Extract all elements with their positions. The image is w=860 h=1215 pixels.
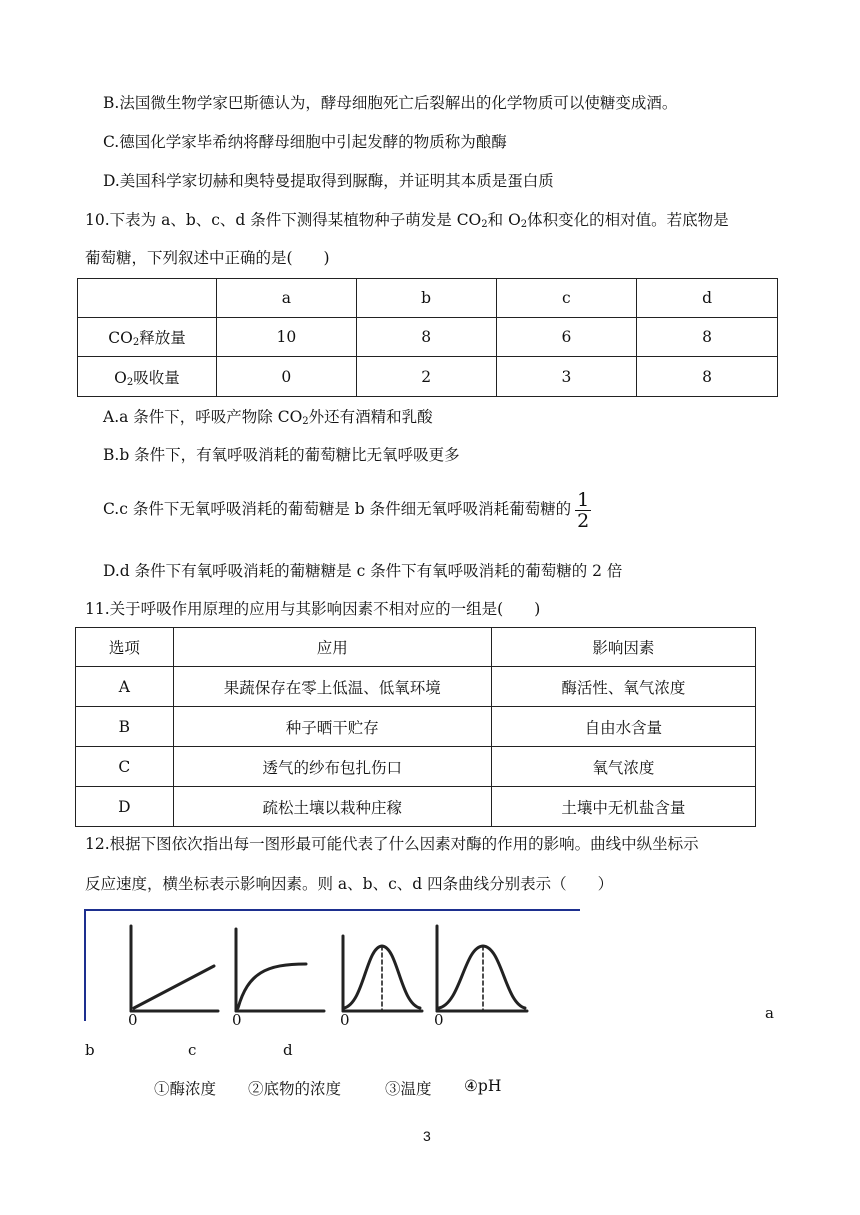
table-row <box>76 707 756 747</box>
table-header-cell <box>78 279 217 318</box>
q12-stem-line-1: 12.根据下图依次指出每一图形最可能代表了什么因素对酶的作用的影响。曲线中纵坐标示 <box>85 835 699 853</box>
q10-option-d: D.d 条件下有氧呼吸消耗的葡糖糖是 c 条件下有氧呼吸消耗的葡萄糖的 2 倍 <box>103 562 623 580</box>
graph-c-bell-curve <box>343 936 422 1011</box>
table-row <box>76 747 756 787</box>
table-cell: 种子晒干贮存 <box>173 707 491 747</box>
graph-label-a: a <box>765 1004 774 1022</box>
table-row <box>78 318 778 357</box>
table-cell: A <box>76 667 174 707</box>
table-cell: 8 <box>637 357 778 397</box>
row-label-co2-release: $CO_2$释放量 <box>78 318 217 357</box>
graph-label-b: b <box>85 1041 95 1059</box>
q10-stem-line-2: 葡萄糖，下列叙述中正确的是( ) <box>85 249 330 267</box>
q10-option-b: B.b 条件下，有氧呼吸消耗的葡萄糖比无氧呼吸更多 <box>103 446 460 464</box>
table-header-cell: b <box>356 279 496 318</box>
fraction-one-half: $\frac{1}{2}$ <box>577 488 590 532</box>
q9-option-b: B.法国微生物学家巴斯德认为，酵母细胞死亡后裂解出的化学物质可以使糖变成酒。 <box>103 94 678 112</box>
origin-zero-a: 0 <box>128 1011 138 1029</box>
table-cell: 自由水含量 <box>491 707 755 747</box>
table-cell: 酶活性、氧气浓度 <box>491 667 755 707</box>
table-header-cell: c <box>496 279 637 318</box>
origin-zero-labels <box>84 1011 578 1029</box>
table-cell: 10 <box>216 318 356 357</box>
table-cell: D <box>76 787 174 827</box>
table-header-cell: 选项 <box>76 628 174 667</box>
q10-table <box>77 278 778 397</box>
table-cell: 8 <box>356 318 496 357</box>
choice-ph: ④pH <box>464 1077 502 1095</box>
q9-option-c: C.德国化学家毕希纳将酵母细胞中引起发酵的物质称为酿酶 <box>103 133 507 151</box>
table-row <box>76 667 756 707</box>
q11-stem: 11.关于呼吸作用原理的应用与其影响因素不相对应的一组是( ) <box>85 600 541 618</box>
table-cell: C <box>76 747 174 787</box>
table-row <box>78 357 778 397</box>
table-header-cell: 应用 <box>173 628 491 667</box>
graph-a-linear <box>131 926 218 1011</box>
choice-enzyme-concentration: ①酶浓度 <box>154 1080 217 1098</box>
table-header-cell: d <box>637 279 778 318</box>
q11-table <box>75 627 756 827</box>
table-row <box>76 787 756 827</box>
table-cell: 果蔬保存在零上低温、低氧环境 <box>173 667 491 707</box>
table-cell: 3 <box>496 357 637 397</box>
graph-d-bell-curve <box>437 926 527 1011</box>
table-header-cell: 影响因素 <box>491 628 755 667</box>
origin-zero-d: 0 <box>434 1011 444 1029</box>
table-cell: B <box>76 707 174 747</box>
table-cell: 土壤中无机盐含量 <box>491 787 755 827</box>
q12-curves-figure <box>86 911 578 1023</box>
page-number: 3 <box>423 1128 431 1144</box>
table-header-row <box>76 628 756 667</box>
choice-temperature: ③温度 <box>385 1080 432 1098</box>
graph-label-d: d <box>283 1041 293 1059</box>
q10-option-a: A.a 条件下，呼吸产物除 $CO_2$外还有酒精和乳酸 <box>103 408 433 427</box>
table-header-cell: a <box>216 279 356 318</box>
table-cell: 氧气浓度 <box>491 747 755 787</box>
q12-stem-line-2: 反应速度，横坐标表示影响因素。则 a、b、c、d 四条曲线分别表示（ ） <box>85 875 614 893</box>
q10-stem-line-1: 10.下表为 a、b、c、d 条件下测得某植物种子萌发是 $CO_2$和 $O_2$体积变化的相对值。若底物是 <box>85 211 729 230</box>
table-cell: 2 <box>356 357 496 397</box>
choice-substrate-concentration: ②底物的浓度 <box>248 1080 342 1098</box>
origin-zero-b: 0 <box>232 1011 242 1029</box>
q10-option-c: C.c 条件下无氧呼吸消耗的葡萄糖是 b 条件细无氧呼吸消耗葡萄糖的 $\frac{1}{2}$ <box>103 488 590 532</box>
table-cell: 6 <box>496 318 637 357</box>
q9-option-d: D.美国科学家切赫和奥特曼提取得到脲酶，并证明其本质是蛋白质 <box>103 172 554 190</box>
row-label-o2-absorb: $O_2$吸收量 <box>78 357 217 397</box>
table-cell: 8 <box>637 318 778 357</box>
table-cell: 疏松土壤以栽种庄稼 <box>173 787 491 827</box>
graph-b-saturation <box>236 929 324 1011</box>
origin-zero-c: 0 <box>340 1011 350 1029</box>
table-cell: 透气的纱布包扎伤口 <box>173 747 491 787</box>
table-header-row <box>78 279 778 318</box>
graph-label-c: c <box>188 1041 197 1059</box>
table-cell: 0 <box>216 357 356 397</box>
